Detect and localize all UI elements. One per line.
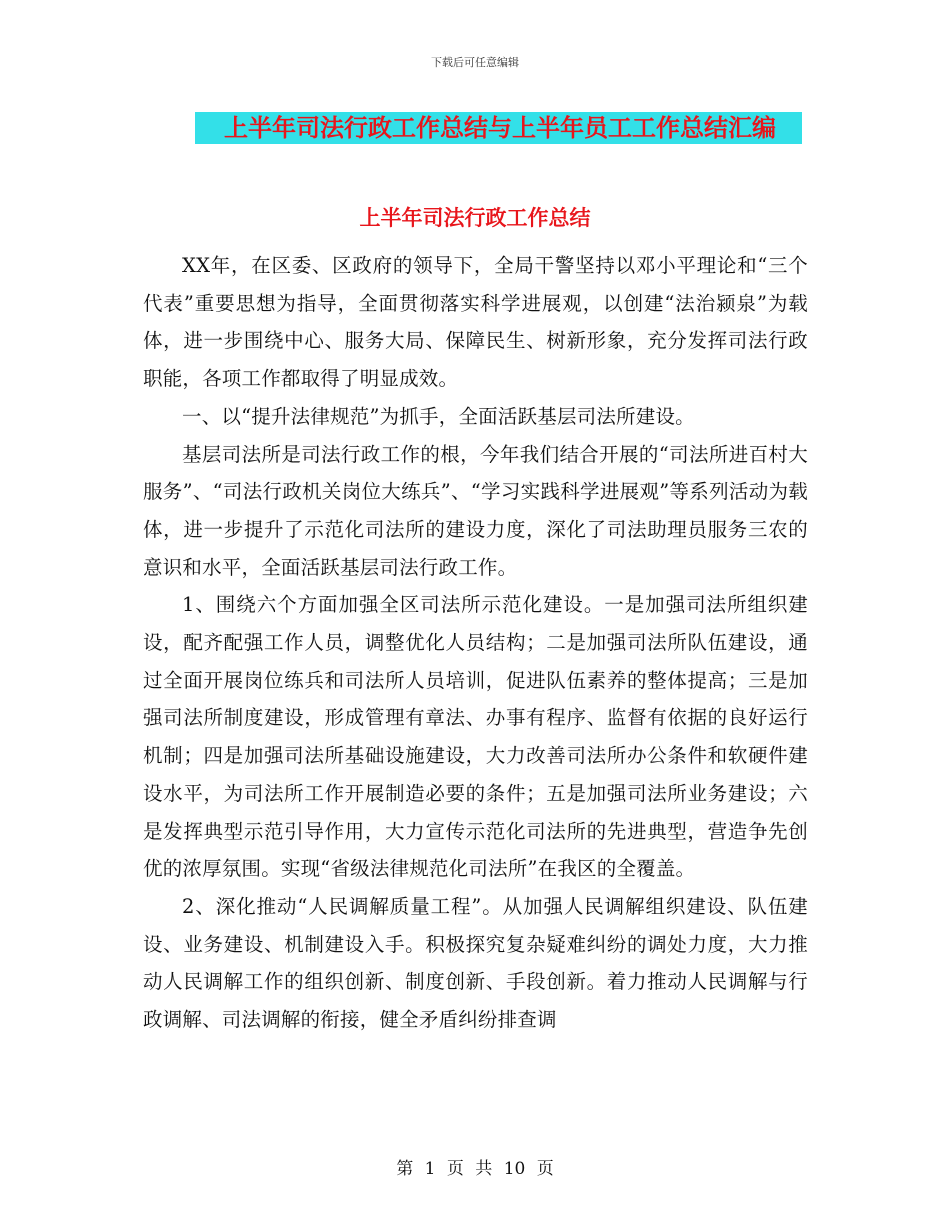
body-text — [143, 247, 808, 1039]
paragraph: 1、围绕六个方面加强全区司法所示范化建设。一是加强司法所组织建设，配齐配强工作人员，调整优化人员结构；二是加强司法所队伍建设，通过全面开展岗位练兵和司法所人员培训，促进队伍素养的整体提高；三是加强司法所制度建设，形成管理有章法、办事有程序、监督有依据的良好运行机制；四是加强司法所基础设施建设，大力改善司法所办公条件和软硬件建设水平，为司法所工作开展制造必要的条件；五是加强司法所业务建设；六是发挥典型示范引导作用，大力宣传示范化司法所的先进典型，营造争先创优的浓厚氛围。实现“省级法律规范化司法所”在我区的全覆盖。 — [143, 593, 808, 881]
document-title: 上半年司法行政工作总结与上半年员工工作总结汇编 — [224, 114, 776, 142]
page-header-note: 下载后可任意编辑 — [431, 56, 519, 69]
paragraph: 基层司法所是司法行政工作的根，今年我们结合开展的“司法所进百村大服务”、“司法行政机关岗位大练兵”、“学习实践科学进展观”等系列活动为载体，进一步提升了示范化司法所的建设力度，深化了司法助理员服务三农的意识和水平，全面活跃基层司法行政工作。 — [143, 442, 808, 579]
paragraph: 2、深化推动“人民调解质量工程”。从加强人民调解组织建设、队伍建设、业务建设、机制建设入手。积极探究复杂疑难纠纷的调处力度，大力推动人民调解工作的组织创新、制度创新、手段创新。着力推动人民调解与行政调解、司法调解的衔接，健全矛盾纠纷排查调 — [143, 894, 808, 1032]
section-title: 上半年司法行政工作总结 — [359, 206, 591, 230]
page-number-footer: 第 1 页 共 10 页 — [396, 1159, 554, 1179]
paragraph: XX年，在区委、区政府的领导下，全局干警坚持以邓小平理论和“三个代表”重要思想为指导，全面贯彻落实科学进展观，以创建“法治颍泉”为载体，进一步围绕中心、服务大局、保障民生、树新形象，充分发挥司法行政职能，各项工作都取得了明显成效。 — [143, 254, 808, 391]
paragraph: 一、以“提升法律规范”为抓手，全面活跃基层司法所建设。 — [182, 404, 695, 428]
